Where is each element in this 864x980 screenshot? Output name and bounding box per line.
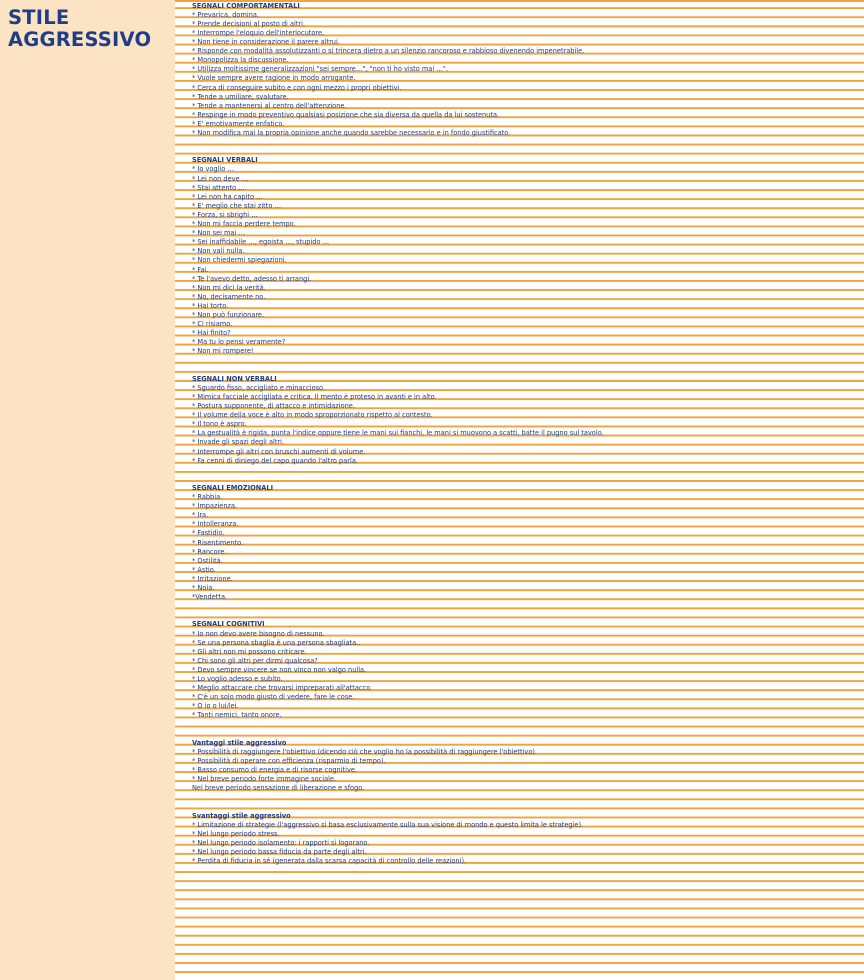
- list-item: * Gli altri non mi possono criticare.: [192, 647, 307, 656]
- list-item: * Astio.: [192, 565, 216, 574]
- section-heading: SEGNALI COGNITIVI: [192, 620, 265, 629]
- list-item: * Possibilità di raggiungere l'obiettivo (dicendo ciò che voglio ho la possibilità di raggiungere l'obiettivo).: [192, 747, 538, 756]
- list-item: * Lei non ha capito …: [192, 192, 263, 201]
- list-item: * Lei non deve …: [192, 174, 249, 183]
- list-item: * Vuole sempre avere ragione in modo arrogante.: [192, 74, 356, 83]
- list-item: * Nel lungo periodo bassa fiducia da parte degli altri.: [192, 847, 367, 856]
- list-item: * O io o lui/lei.: [192, 702, 239, 711]
- list-item: * La gestualità è rigida, punta l'indice oppure tiene le mani sui fianchi, le mani si muovono a scatti, batte il pugno sul tavolo.: [192, 429, 604, 438]
- list-item: * Rabbia.: [192, 493, 223, 501]
- list-item: * Io voglio …: [192, 165, 234, 174]
- list-item: * Non mi dici la verità.: [192, 283, 266, 292]
- list-item: * Ostilità.: [192, 556, 223, 565]
- list-item: * Non vali nulla.: [192, 247, 245, 256]
- list-item: * Chi sono gli altri per dirmi qualcosa?: [192, 656, 318, 665]
- list-item: * Noia.: [192, 584, 215, 592]
- list-item: * Impazienza.: [192, 502, 238, 511]
- list-item: * Tende a umiliare, svalutare.: [192, 92, 289, 101]
- list-item: * Tanti nemici, tanto onore.: [192, 711, 282, 720]
- list-item: * Stai attento …: [192, 183, 245, 192]
- list-item: * Basso consumo di energia e di risorse cognitive.: [192, 766, 358, 774]
- list-item: * C'è un solo modo giusto di vedere, fare le cose.: [192, 693, 355, 702]
- list-item: * Non sei mai …: [192, 229, 246, 238]
- list-item: * Rancore.: [192, 547, 227, 556]
- page-title: [8, 7, 151, 51]
- list-item: * Hai torto.: [192, 301, 229, 310]
- list-item: * Intolleranza.: [192, 520, 239, 529]
- list-item: * Ira.: [192, 511, 209, 520]
- list-item: * Io non devo avere bisogno di nessuno.: [192, 629, 325, 638]
- list-item: * Respinge in modo preventivo qualsiasi posizione che sia diversa da quella da lui sostenuta.: [192, 110, 500, 119]
- list-item: * Utilizza moltissime generalizzazioni "sei sempre…", "non ti ho visto mai …".: [192, 65, 448, 74]
- list-item: * Meglio attaccare che trovarsi impreparati all'attacco.: [192, 684, 373, 693]
- section-heading: SEGNALI NON VERBALI: [192, 374, 277, 383]
- list-item: * Non tiene in considerazione il parere altrui.: [192, 38, 340, 46]
- list-item: * Te l'avevo detto, adesso ti arrangi.: [192, 274, 312, 283]
- section-heading: SEGNALI EMOZIONALI: [192, 483, 274, 492]
- list-item: * Ci risiamo.: [192, 320, 233, 329]
- list-item: * Interrompe l'eloquio dell'interlocutore.: [192, 28, 325, 37]
- section-heading: Svantaggi stile aggressivo: [192, 811, 291, 820]
- list-item: * Forza, si sbrighi …: [192, 210, 258, 219]
- list-item: * Il volume della voce è alto in modo sproporzionato rispetto al contesto.: [192, 411, 433, 420]
- list-item: * Il tono è aspro.: [192, 420, 247, 429]
- list-item: * Risentimento.: [192, 538, 244, 547]
- list-item: * Non chiedermi spiegazioni.: [192, 256, 287, 265]
- list-item: * Sguardo fisso, accigliato e minaccioso.: [192, 383, 326, 392]
- list-item: * Nel breve periodo forte immagine sociale.: [192, 775, 337, 784]
- list-item: * Non può funzionare.: [192, 311, 265, 319]
- list-item: * Fai.: [192, 265, 209, 274]
- list-item: * Ma tu lo pensi veramente?: [192, 338, 286, 347]
- page-title-line-2: AGGRESSIVO: [8, 28, 152, 51]
- list-item: * Prende decisioni al posto di altri.: [192, 19, 306, 28]
- list-item: * Devo sempre vincere se non vinco non valgo nulla.: [192, 665, 367, 674]
- section-heading: SEGNALI COMPORTAMENTALI: [192, 1, 300, 10]
- ruled-content-area: [175, 0, 864, 980]
- list-item: * Monopolizza la discussione.: [192, 56, 289, 65]
- list-item: * Lo voglio adesso e subito.: [192, 675, 283, 683]
- list-item: * Postura supponente, di attacco e intimidazione.: [192, 402, 355, 410]
- list-item: * Tende a mantenersi al centro dell'attenzione.: [192, 101, 347, 110]
- list-item: * Fastidio.: [192, 529, 225, 538]
- list-item: * Nel lungo periodo stress.: [192, 829, 280, 838]
- list-item: * Limitazione di strategie (l'aggressivo si basa esclusivamente sulla sua visione di mondo e questo limita le strategie).: [192, 820, 584, 829]
- list-item: * Fa cenni di diniego del capo quando l'altro parla.: [192, 456, 358, 465]
- list-item: * Irritazione.: [192, 574, 233, 583]
- page-title-line-1: STILE: [8, 6, 70, 29]
- list-item: * Prevarica, domina.: [192, 10, 260, 19]
- list-item: * Risponde con modalità assolutizzanti o si trincera dietro a un silenzio rancoroso e rabbioso divenendo impenetrabile.: [192, 47, 585, 56]
- list-item: * Non mi rompere!: [192, 347, 254, 356]
- top-rule: [175, 0, 864, 2]
- list-item: * Possibilità di operare con efficienza (risparmio di tempo).: [192, 756, 386, 765]
- list-item: * Nel lungo periodo isolamento: i rapporti si logorano.: [192, 838, 370, 847]
- list-item: * Invade gli spazi degli altri.: [192, 438, 285, 447]
- list-item: * E' emotivamente enfatico.: [192, 119, 285, 128]
- list-item: * Sei inaffidabile …, egoista …, stupido …: [192, 238, 330, 247]
- list-item: Nel breve periodo sensazione di liberazione e sfogo.: [192, 784, 365, 793]
- sidebar-panel: [0, 0, 175, 980]
- list-item: * Non modifica mai la propria opinione anche quando sarebbe necessario e in fondo giustificato.: [192, 129, 511, 137]
- list-item: * Mimica facciale accigliata e critica. Il mento è proteso in avanti e in alto.: [192, 392, 437, 401]
- list-item: * E' meglio che stai zitto …: [192, 201, 282, 210]
- list-item: * No, decisamente no.: [192, 292, 266, 301]
- section-heading: SEGNALI VERBALI: [192, 156, 258, 165]
- list-item: * Hai finito?: [192, 329, 231, 338]
- list-item: * Non mi faccia perdere tempo.: [192, 220, 296, 228]
- list-item: * Interrompe gli altri con bruschi aumenti di volume.: [192, 447, 366, 456]
- list-item: * Cerca di conseguire subito e con ogni mezzo i propri obiettivi.: [192, 83, 402, 92]
- list-item: *Vendetta.: [192, 593, 228, 602]
- list-item: * Perdita di fiducia in sé (generata dalla scarsa capacità di controllo delle reazioni).: [192, 857, 467, 865]
- list-item: * Se una persona sbaglia è una persona sbagliata..: [192, 638, 361, 647]
- section-heading: Vantaggi stile aggressivo: [192, 738, 287, 747]
